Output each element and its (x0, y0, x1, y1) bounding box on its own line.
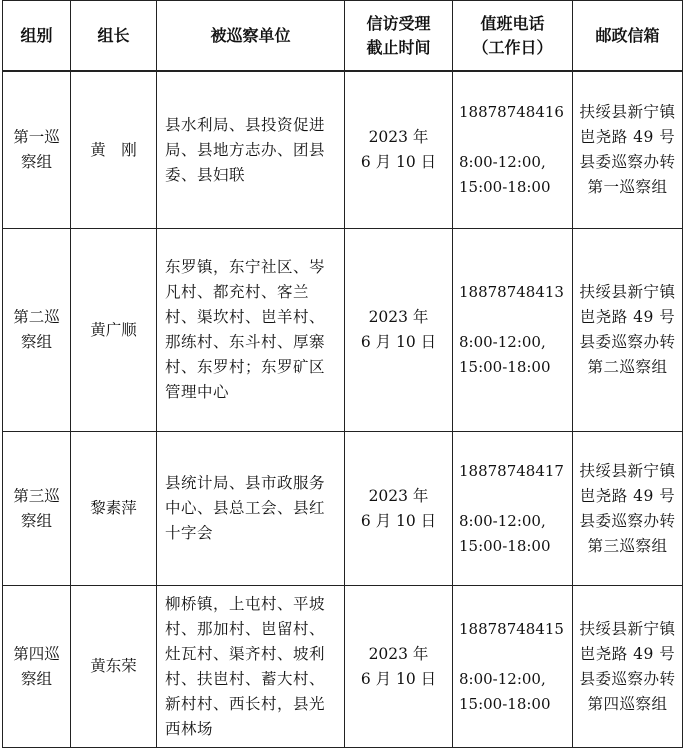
leader-cell: 黄 刚 (71, 71, 157, 229)
phone-number: 18878748415 (459, 619, 564, 638)
header-mail: 邮政信箱 (573, 1, 683, 72)
header-row (3, 1, 683, 72)
mail-cell: 扶绥县新宁镇岜尧路 49 号县委巡察办转第二巡察组 (573, 229, 683, 432)
deadline-day: 6 月 10 日 (360, 511, 437, 530)
deadline-cell (345, 71, 453, 229)
units-cell: 县水利局、县投资促进局、县地方志办、团县委、县妇联 (157, 71, 345, 229)
phone-cell (453, 432, 573, 586)
leader-cell: 黄广顺 (71, 229, 157, 432)
header-leader: 组长 (71, 1, 157, 72)
deadline-day: 6 月 10 日 (360, 333, 437, 351)
hours-morning: 8:00-12:00, (459, 153, 546, 171)
leader-cell: 黎素萍 (71, 432, 157, 586)
phone-cell (453, 586, 573, 748)
hours-morning: 8:00-12:00, (459, 333, 546, 351)
header-group: 组别 (3, 1, 71, 72)
phone-number: 18878748413 (459, 283, 564, 301)
phone-cell (453, 229, 573, 432)
leader-cell: 黄东荣 (71, 586, 157, 748)
deadline-year: 2023 年 (368, 644, 429, 663)
header-phone-line1: 值班电话 (480, 13, 545, 33)
deadline-cell (345, 229, 453, 432)
units-cell: 东罗镇，东宁社区、岑凡村、都充村、客兰村、渠坎村、岜羊村、那练村、东斗村、厚寨村、东罗村；东罗矿区管理中心 (157, 229, 345, 432)
deadline-cell (345, 586, 453, 748)
table-row (3, 229, 683, 432)
deadline-year: 2023 年 (368, 486, 429, 505)
deadline-day: 6 月 10 日 (360, 153, 437, 171)
group-cell: 第二巡察组 (3, 229, 71, 432)
mail-cell: 扶绥县新宁镇岜尧路 49 号县委巡察办转第四巡察组 (573, 586, 683, 748)
phone-number: 18878748417 (459, 461, 564, 480)
hours-morning: 8:00-12:00, (459, 511, 546, 530)
group-cell: 第三巡察组 (3, 432, 71, 586)
header-deadline-line1: 信访受理 (366, 13, 431, 33)
mail-cell: 扶绥县新宁镇岜尧路 49 号县委巡察办转第一巡察组 (573, 71, 683, 229)
header-deadline (345, 1, 453, 72)
hours-morning: 8:00-12:00, (459, 669, 546, 688)
deadline-day: 6 月 10 日 (360, 669, 437, 688)
group-cell: 第一巡察组 (3, 71, 71, 229)
header-units: 被巡察单位 (157, 1, 345, 72)
units-cell: 县统计局、县市政服务中心、县总工会、县红十字会 (157, 432, 345, 586)
table-row (3, 432, 683, 586)
table-row (3, 71, 683, 229)
header-deadline-line2: 截止时间 (366, 37, 431, 57)
header-phone-line2: （工作日） (472, 37, 553, 57)
table-row (3, 586, 683, 748)
hours-afternoon: 15:00-18:00 (459, 178, 551, 196)
header-phone (453, 1, 573, 72)
inspection-schedule-table (2, 0, 683, 748)
units-cell: 柳桥镇，上屯村、平坡村、那加村、岜留村、灶瓦村、渠齐村、坡利村、扶岜村、蓄大村、新村村、西长村，县光西林场 (157, 586, 345, 748)
phone-cell (453, 71, 573, 229)
group-cell: 第四巡察组 (3, 586, 71, 748)
deadline-cell (345, 432, 453, 586)
mail-cell: 扶绥县新宁镇岜尧路 49 号县委巡察办转第三巡察组 (573, 432, 683, 586)
deadline-year: 2023 年 (368, 128, 429, 146)
phone-number: 18878748416 (459, 103, 564, 121)
deadline-year: 2023 年 (368, 308, 429, 326)
hours-afternoon: 15:00-18:00 (459, 536, 551, 555)
hours-afternoon: 15:00-18:00 (459, 694, 551, 713)
hours-afternoon: 15:00-18:00 (459, 358, 551, 376)
